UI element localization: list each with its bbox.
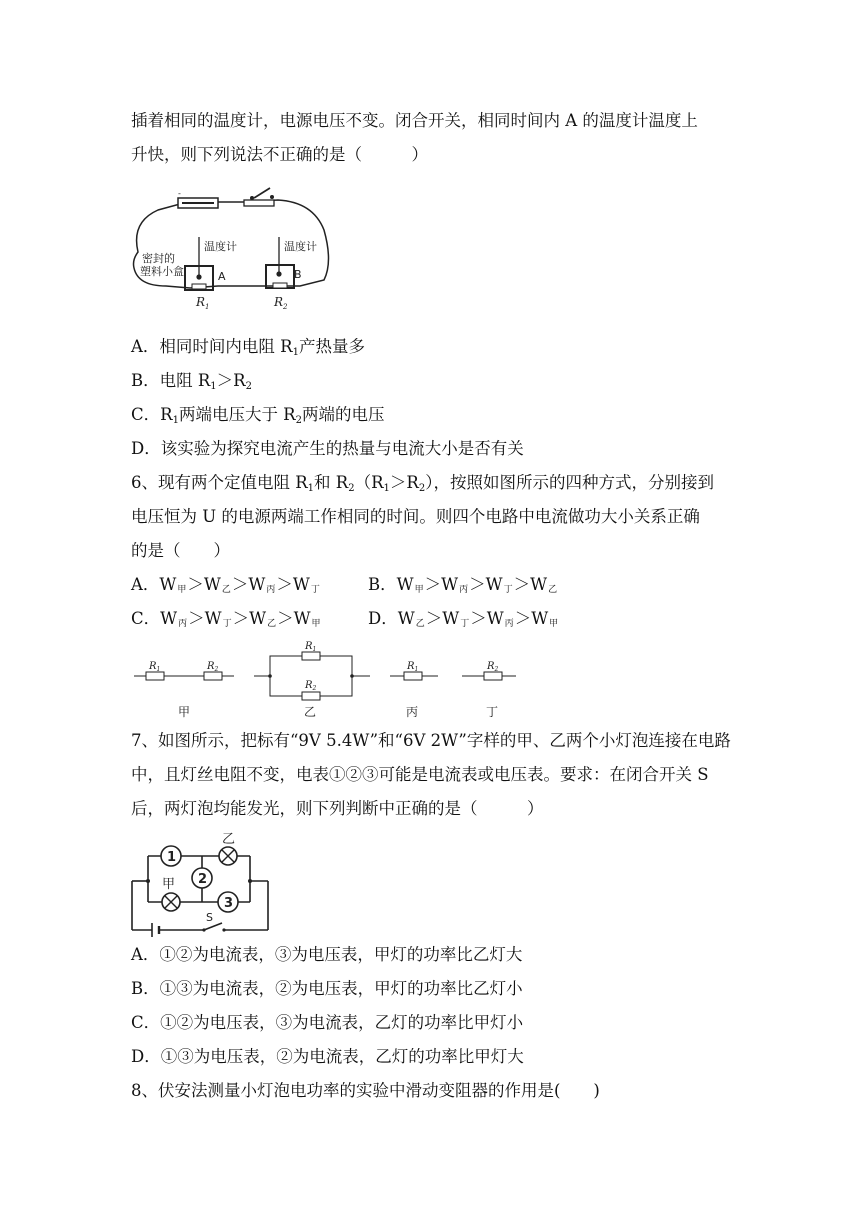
- q8-stem-line1: 8、伏安法测量小灯泡电功率的实验中滑动变阻器的作用是( ): [131, 1081, 600, 1100]
- q7-stem-line2: 中，且灯丝电阻不变，电表①②③可能是电流表或电压表。要求：在闭合开关 S: [131, 765, 709, 784]
- q6-stem-line1: 6、现有两个定值电阻 $R_1$和 $R_2(R_1>R_2)$，按照如图所示的四种方式，分别接到: [131, 473, 714, 494]
- q5-option-d: D．该实验为探究电流产生的热量与电流大小是否有关: [131, 439, 524, 458]
- q7-option-a: A．①②为电流表，③为电压表，甲灯的功率比乙灯大: [131, 945, 523, 964]
- r2-label: $R_2$: [274, 295, 288, 311]
- q7-stem-line3: 后，两灯泡均能发光，则下列判断中正确的是（ ）: [131, 799, 544, 818]
- q6-options-row1: [131, 575, 321, 600]
- caption-bing: 丙: [406, 705, 419, 719]
- switch-icon: [244, 188, 274, 206]
- q7-option-c: C．①②为电压表，③为电流表，乙灯的功率比甲灯小: [131, 1013, 524, 1032]
- r1-label: $R_1$: [196, 295, 210, 311]
- q7-option-d: D．①③为电压表，②为电流表，乙灯的功率比甲灯大: [131, 1047, 524, 1066]
- q7-option-b: B．①③为电流表，②为电压表，甲灯的功率比乙灯小: [131, 979, 523, 998]
- box-label-line2: 塑料小盒: [140, 265, 184, 278]
- circuit-jia: [134, 661, 234, 719]
- q6-circuits-figure: [128, 636, 528, 720]
- q6-option-d: D．W乙＞W丁＞W丙＞W甲: [368, 609, 559, 629]
- switch-s-icon: [204, 923, 222, 930]
- q6-option-a: A．W甲＞W乙＞W丙＞W丁: [131, 575, 320, 595]
- caption-yi: 乙: [304, 705, 317, 719]
- q5-circuit-figure: [128, 182, 338, 320]
- q5-option-a: A．相同时间内电阻 $R_1$产热量多: [131, 337, 365, 358]
- lamp-yi-label: 乙: [222, 832, 236, 847]
- q6-stem-line2: 电压恒为 U 的电源两端工作相同的时间。则四个电路中电流做功大小关系正确: [131, 507, 700, 526]
- svg-text:R2: $R_2$: [487, 661, 499, 673]
- switch-label: S: [206, 911, 213, 924]
- svg-text:R1: $R_1$: [407, 661, 419, 673]
- svg-text:2: 2: [198, 872, 208, 887]
- svg-text:R1: $R_1$: [149, 661, 161, 673]
- thermometer-a-label: 温度计: [204, 240, 237, 253]
- q5-stem-line1: 插着相同的温度计，电源电压不变。闭合开关，相同时间内 A 的温度计温度上: [131, 111, 698, 130]
- caption-jia: 甲: [178, 705, 191, 719]
- q5-stem-line2: 升快，则下列说法不正确的是（ ）: [131, 145, 428, 164]
- q5-option-c: C．$R_1$两端电压大于 $R_2$两端的电压: [131, 405, 385, 426]
- q5-option-b: B．电阻 $R_1>R_2$: [131, 371, 252, 392]
- box-a-label: A: [218, 270, 226, 283]
- q6-stem-line3: 的是（ ）: [131, 541, 230, 560]
- circuit-ding: [462, 661, 516, 719]
- svg-text:R1: $R_1$: [305, 641, 317, 653]
- svg-text:3: 3: [224, 896, 234, 911]
- thermometer-b-label: 温度计: [284, 240, 317, 253]
- q7-circuit-figure: [126, 826, 276, 938]
- circuit-yi: [254, 641, 370, 719]
- q6-option-b: B．W甲＞W丙＞W丁＞W乙: [368, 575, 558, 595]
- lamp-jia-label: 甲: [162, 877, 176, 892]
- box-b-label: B: [294, 268, 302, 281]
- circuit-bing: [390, 661, 438, 719]
- q7-stem-line1: 7、如图所示，把标有“9V 5.4W”和“6V 2W”字样的甲、乙两个小灯泡连接在电路: [131, 731, 731, 750]
- caption-ding: 丁: [486, 705, 499, 719]
- svg-text:1: 1: [167, 850, 177, 865]
- svg-text:R2: $R_2$: [207, 661, 219, 673]
- box-label-line1: 密封的: [142, 252, 175, 265]
- svg-text:-: -: [178, 189, 181, 198]
- q6-option-c: C．W丙＞W丁＞W乙＞W甲: [131, 609, 321, 629]
- svg-text:R2: $R_2$: [305, 680, 317, 692]
